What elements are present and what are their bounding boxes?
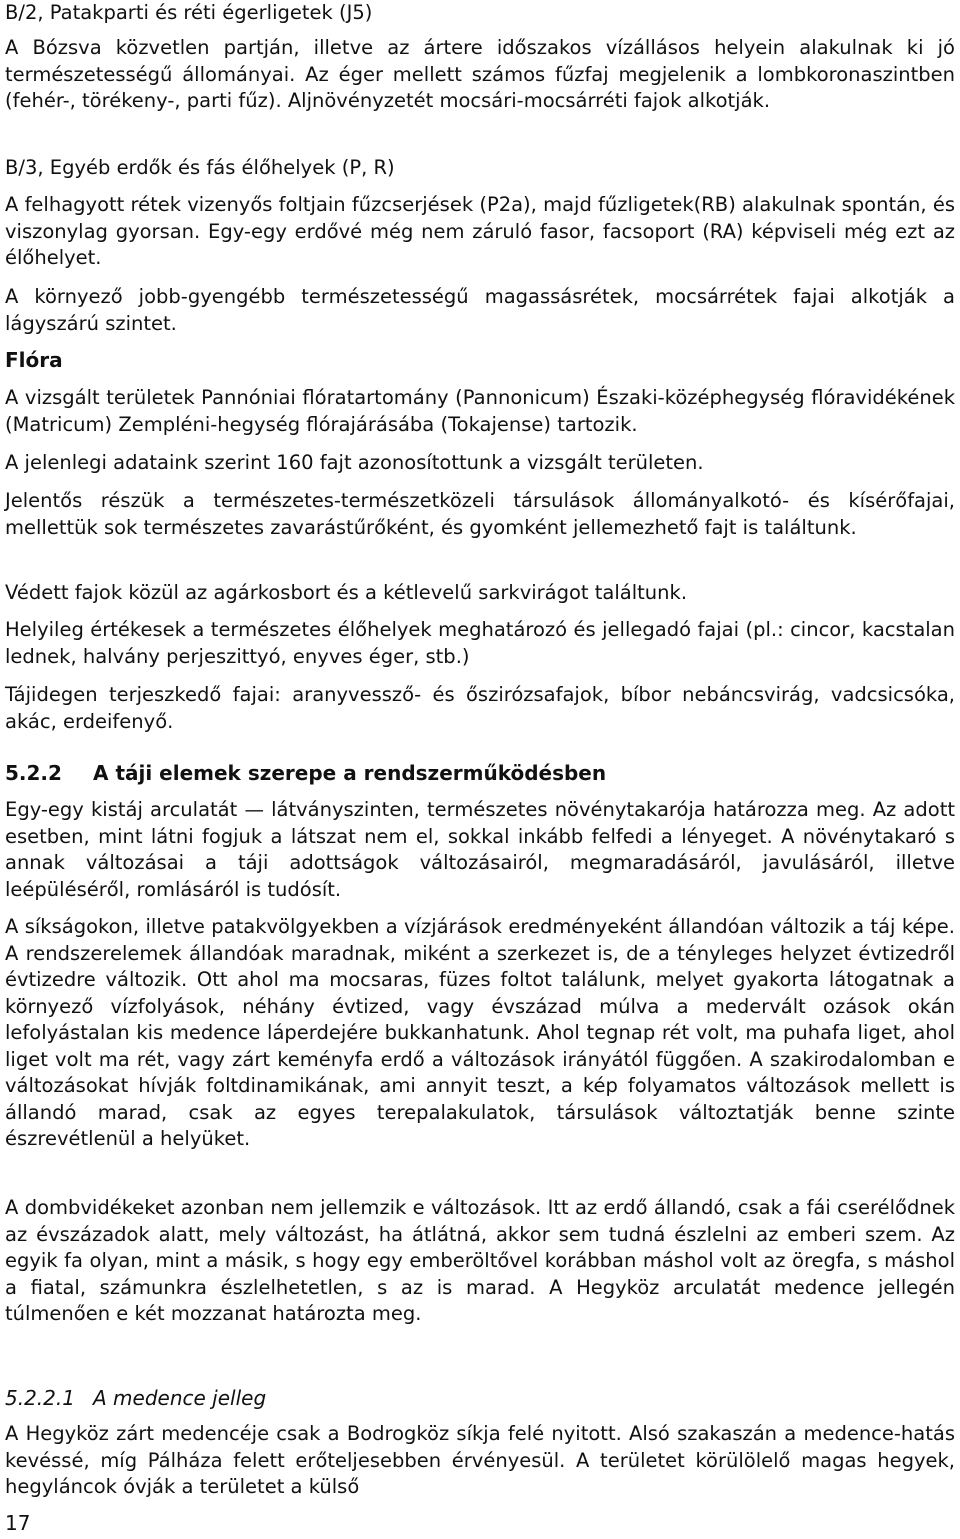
section-b3-paragraph-1: A felhagyott rétek vizenyős foltjain fűzcserjések (P2a), majd fűzligetek(RB) alakulnak spontán, és viszonylag gyorsan. Egy-egy erdővé még nem záruló fasor, facsoport (RA) képviseli még ezt az élőhelyet. [5, 193, 955, 269]
section-b3-title: B/3, Egyéb erdők és fás élőhelyek (P, R) [5, 156, 395, 179]
section-heading-5-2-2 [5, 760, 955, 787]
section-b3-paragraph-2: A környező jobb-gyengébb természetességű magassásrétek, mocsárrétek fajai alkotják a lágyszárú szintet. [5, 285, 955, 335]
section-5-2-2-paragraph-1: Egy-egy kistáj arculatát — látványszinten, természetes növénytakarója határozza meg. Az adott esetben, mint látni fogjuk a látszat nem el, sokkal inkább felfedi a lényeget. A növénytakaró s annak változásai a táji adottságok változásairól, megmaradásáról, javulásáról, illetve leépüléséről, romlásáról is tudósít. [5, 798, 955, 901]
flora-paragraph-3: Jelentős részük a természetes-természetközeli társulások állományalkotó- és kísérőfajai, mellettük sok természetes zavarástűrőként, és gyomként jellemezhető fajt is találtunk. [5, 489, 955, 539]
section-5-2-2-paragraph-2: A síkságokon, illetve patakvölgyekben a vízjárások eredményeként állandóan változik a táj képe. A rendszerelemek állandóak maradnak, miként a szerkezet is, de a tényleges helyzet évtizedről évtizedre változik. Ott ahol ma mocsaras, füzes foltot találunk, melyet gyakorta látogatnak a környező vízfolyások, néhány évtized, vagy évszázad múlva a medervált ozások okán lefolyástalan kis medence láperdejére bukkanhatunk. Ahol tegnap rét volt, ma puhafa liget, ahol liget volt ma rét, vagy zárt keményfa erdő a változások irányától függően. A szakirodalomban e változásokat hívják foltdinamikának, ami annyit teszt, a kép folyamatos változások mellett is állandó marad, csak az egyes terepalakulatok, társulások változtatják benne szinte észrevétlenül a helyüket. [5, 915, 955, 1150]
flora-paragraph-5: Helyileg értékesek a természetes élőhelyek meghatározó és jellegadó fajai (pl.: cincor, kacstalan lednek, halvány perjeszittyó, enyves éger, stb.) [5, 618, 955, 668]
flora-paragraph-6: Tájidegen terjeszkedő fajai: aranyvessző- és őszirózsafajok, bíbor nebáncsvirág, vadcsicsóka, akác, erdeifenyő. [5, 683, 955, 733]
flora-paragraph-1: A vizsgált területek Pannóniai flóratartomány (Pannonicum) Északi-középhegység flóravidékének (Matricum) Zempléni-hegység flórajárásába (Tokajense) tartozik. [5, 386, 955, 436]
section-5-2-2-paragraph-3: A dombvidékeket azonban nem jellemzik e változások. Itt az erdő állandó, csak a fái cserélődnek az évszázadok alatt, mely változást, ha átlátná, akkor sem tudná észlelni az emberi szem. Az egyik fa olyan, mint a másik, s hogy egy emberöltővel korábban máshol volt az öregfa, s máshol a fiatal, számunkra észlelhetetlen, s az is marad. A Hegyköz arculatát medence jellegén túlmenően e két mozzanat határozta meg. [5, 1196, 955, 1325]
section-number: 5.2.2 [5, 761, 62, 785]
subsection-title: A medence jelleg [93, 1386, 267, 1410]
section-title: A táji elemek szerepe a rendszerműködésben [93, 761, 607, 785]
flora-heading: Flóra [5, 348, 63, 372]
section-b2-paragraph: A Bózsva közvetlen partján, illetve az ártere időszakos vízállásos helyein alakulnak ki jó természetességű állományai. Az éger mellett számos fűzfaj megjelenik a lombkoronaszintben (fehér-, törékeny-, parti fűz). Aljnövényzetét mocsári-mocsárréti fajok alkotják. [5, 36, 955, 112]
section-b2-title: B/2, Patakparti és réti égerligetek (J5) [5, 1, 373, 24]
section-heading-5-2-2-1 [5, 1385, 955, 1412]
page-number: 17 [5, 1511, 31, 1535]
flora-paragraph-4: Védett fajok közül az agárkosbort és a kétlevelű sarkvirágot találtunk. [5, 581, 688, 604]
section-5-2-2-1-paragraph-1: A Hegyköz zárt medencéje csak a Bodrogköz síkja felé nyitott. Alsó szakaszán a medence-hatás kevéssé, míg Pálháza felett erőteljesebben érvényesül. A területet körülölelő magas hegyek, hegyláncok óvják a területet a külső [5, 1422, 955, 1498]
subsection-number: 5.2.2.1 [5, 1386, 75, 1410]
flora-paragraph-2: A jelenlegi adataink szerint 160 fajt azonosítottunk a vizsgált területen. [5, 451, 704, 474]
